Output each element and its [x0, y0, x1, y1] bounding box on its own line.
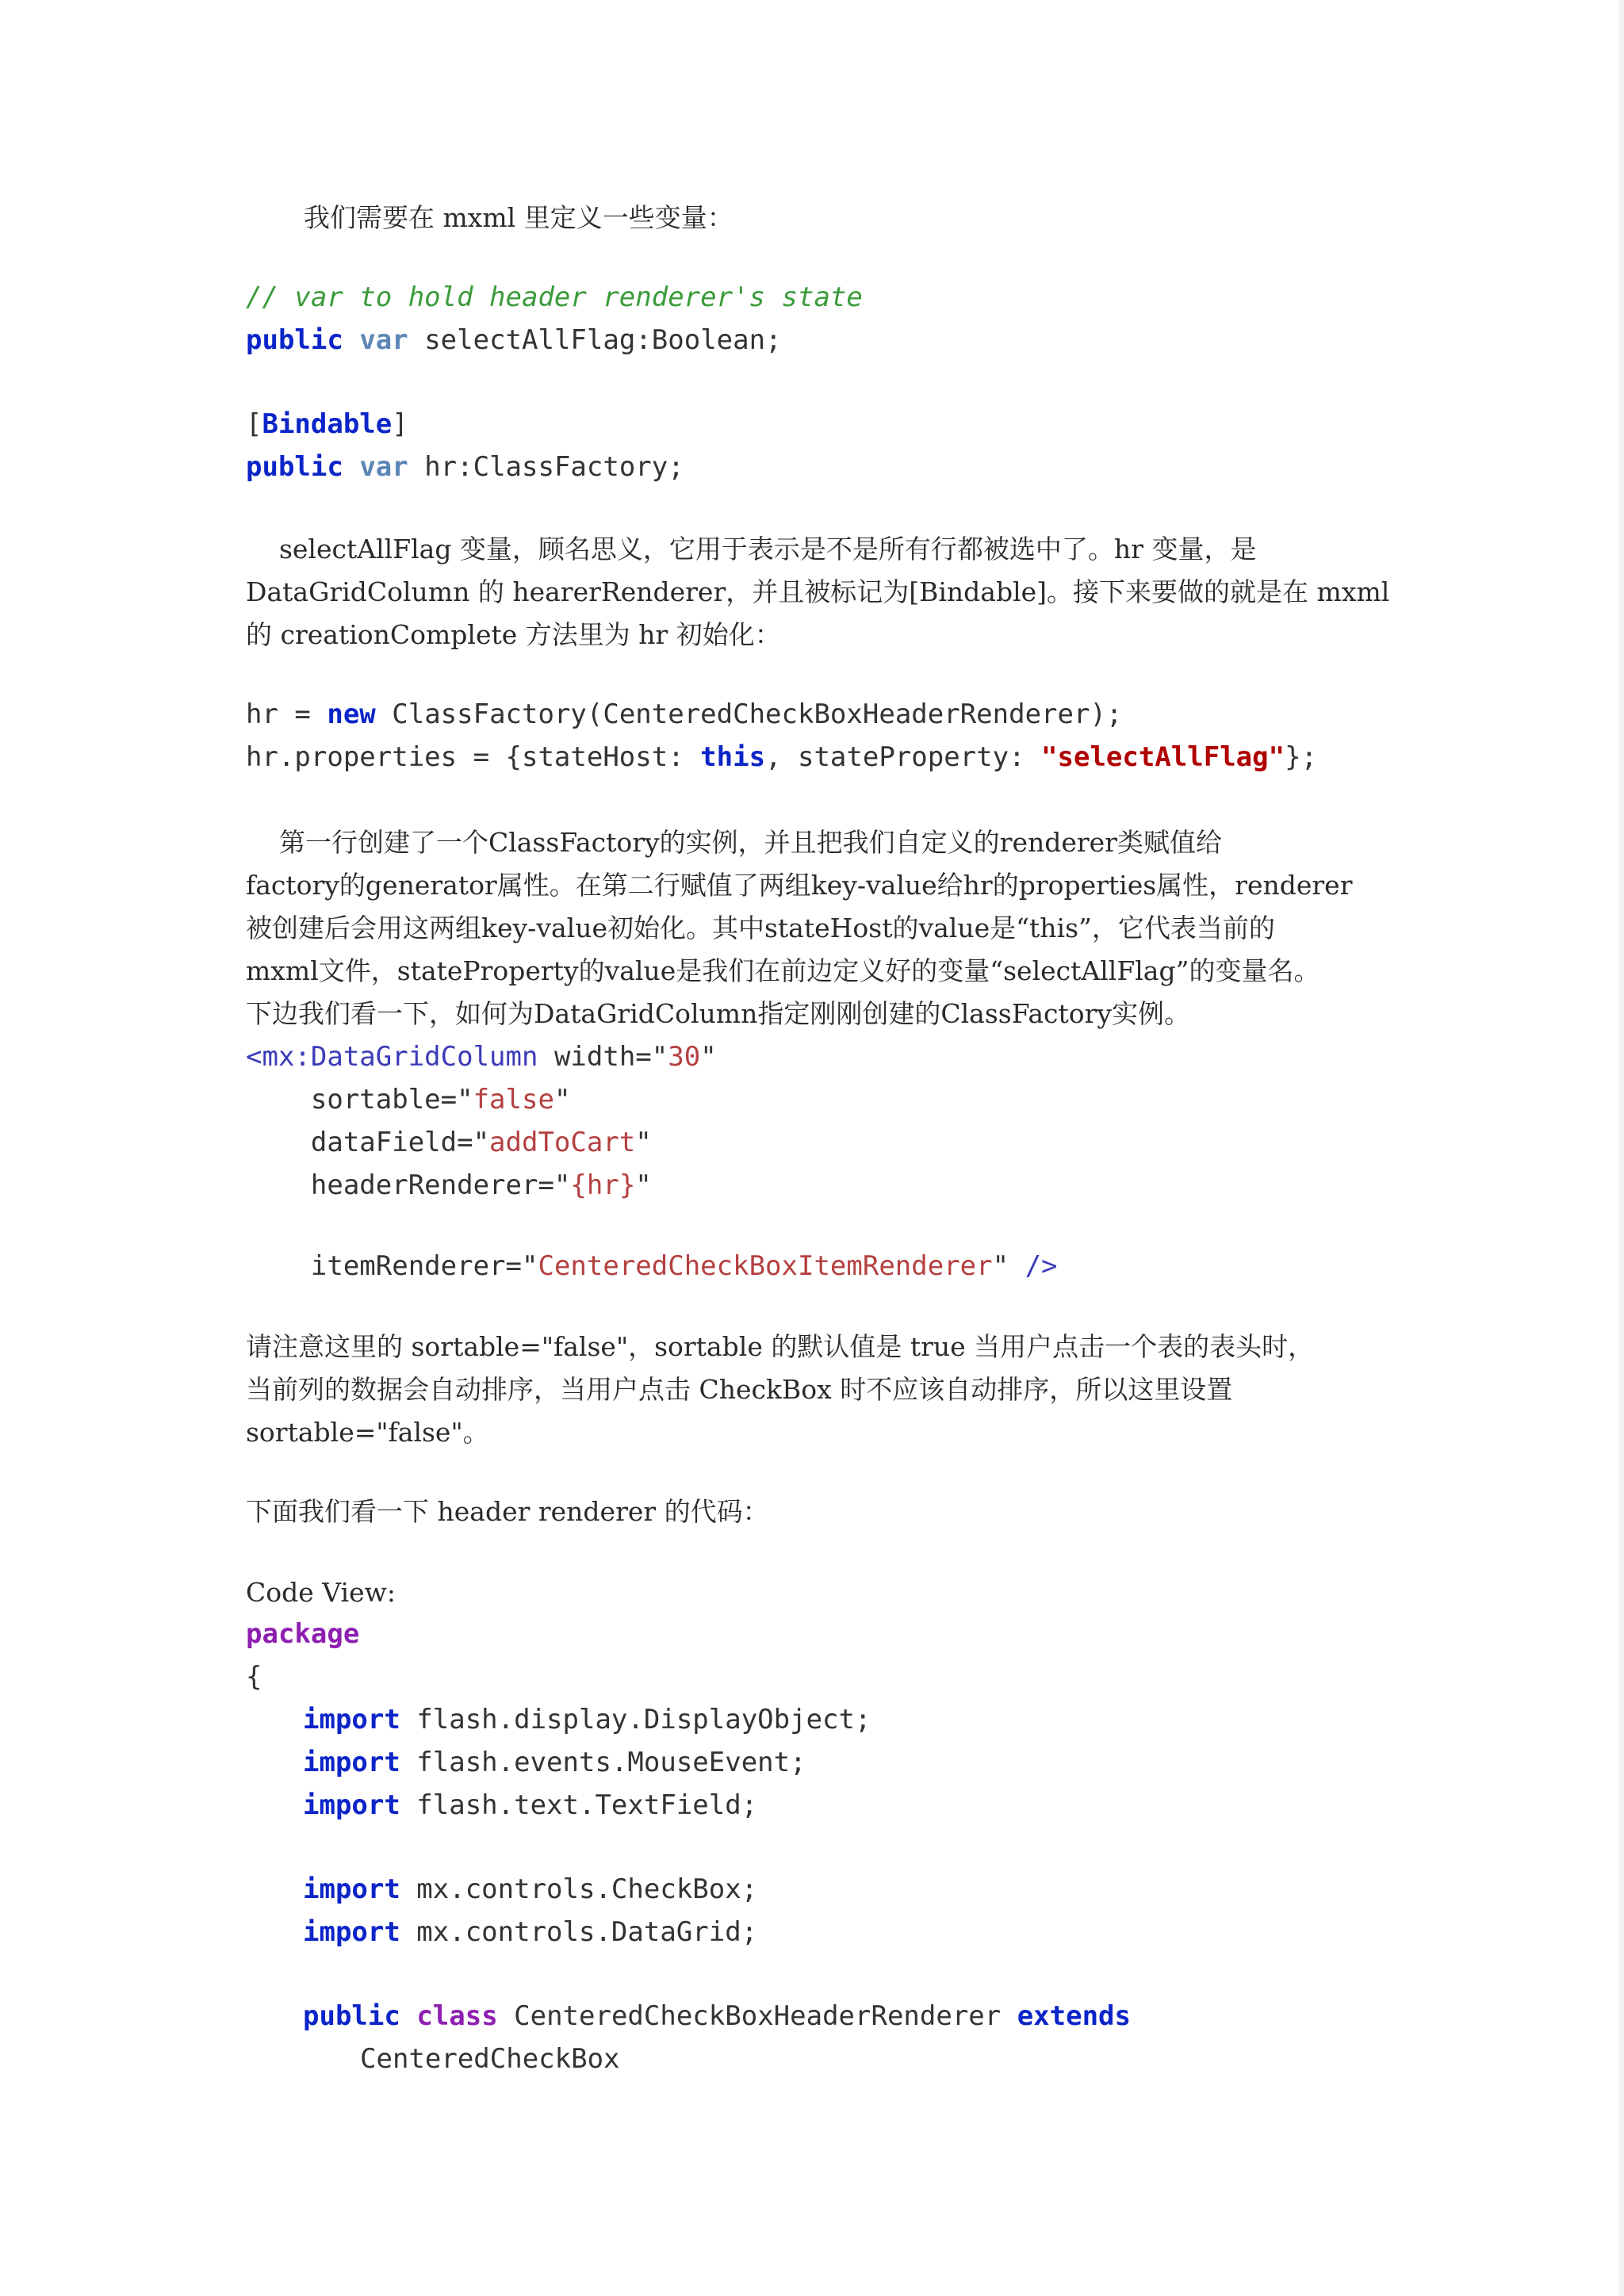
mxml-attr-datafield — [246, 1121, 652, 1164]
keyword-import: import — [303, 1916, 400, 1948]
comment-text: // var to hold header renderer's state — [246, 281, 863, 313]
para2-line: 下边我们看一下，如何为DataGridColumn指定刚刚创建的ClassFactory实例。 — [246, 998, 1191, 1029]
attr-value: addToCart — [489, 1127, 636, 1158]
keyword-new: new — [327, 698, 376, 730]
keyword-var: var — [359, 451, 408, 483]
para4-text: 下面我们看一下 header renderer 的代码： — [246, 1496, 769, 1527]
code-line-properties — [246, 736, 1317, 779]
keyword-import: import — [303, 1747, 400, 1778]
keyword-this: this — [700, 741, 766, 773]
keyword-public: public — [303, 2000, 400, 2032]
tag-name: <mx:DataGridColumn — [246, 1041, 538, 1073]
code-line-package — [246, 1613, 359, 1655]
quote: " — [635, 1169, 652, 1201]
code-line-import — [303, 1911, 757, 1954]
code-line-import — [303, 1698, 871, 1741]
bracket-open: [ — [246, 408, 262, 440]
attr-name: itemRenderer=" — [246, 1250, 538, 1282]
code-fragment: hr = — [246, 698, 327, 730]
attr-value: false — [473, 1084, 554, 1115]
para2-line: 被创建后会用这两组key-value初始化。其中stateHost的value是“this”，它代表当前的 — [246, 913, 1275, 943]
attr-name: headerRenderer=" — [246, 1169, 571, 1201]
code-fragment: ClassFactory(CenteredCheckBoxHeaderRenderer); — [375, 698, 1123, 730]
code-fragment: }; — [1285, 741, 1318, 773]
mxml-attr-headerrenderer — [246, 1164, 652, 1207]
code-line-import — [303, 1868, 757, 1911]
quote: " — [700, 1041, 717, 1073]
code-line-import — [303, 1741, 806, 1784]
para3-line: 请注意这里的 sortable="false"，sortable 的默认值是 true 当用户点击一个表的表头时， — [246, 1331, 1315, 1362]
quote: " — [635, 1127, 652, 1158]
code-line-import — [303, 1784, 757, 1827]
keyword-public: public — [246, 451, 343, 483]
page-edge — [1619, 0, 1624, 2296]
mxml-attr-sortable — [246, 1078, 570, 1121]
tag-close: /> — [1025, 1250, 1058, 1282]
code-line-hr — [246, 446, 684, 488]
attr-value: {hr} — [570, 1169, 636, 1201]
decl-rest: hr:ClassFactory; — [408, 451, 684, 483]
para2-line: mxml文件，stateProperty的value是我们在前边定义好的变量“selectAllFlag”的变量名。 — [246, 955, 1320, 986]
keyword-package: package — [246, 1618, 360, 1650]
keyword-public: public — [246, 324, 343, 356]
para2-line: 第一行创建了一个ClassFactory的实例，并且把我们自定义的renderer类赋值给 — [246, 827, 1222, 858]
para3-line: sortable="false"。 — [246, 1417, 489, 1448]
import-path: mx.controls.DataGrid; — [400, 1916, 758, 1948]
code-line-selectallflag — [246, 319, 782, 362]
code-fragment: , stateProperty: — [765, 741, 1042, 773]
import-path: flash.events.MouseEvent; — [400, 1747, 806, 1778]
para1-line: 的 creationComplete 方法里为 hr 初始化： — [246, 619, 781, 650]
keyword-import: import — [303, 1873, 400, 1905]
codeview-label: Code View: — [246, 1577, 396, 1608]
import-path: mx.controls.CheckBox; — [400, 1873, 758, 1905]
import-path: flash.display.DisplayObject; — [400, 1704, 871, 1735]
metadata-bindable: Bindable — [262, 408, 393, 440]
attr-name: sortable=" — [246, 1084, 473, 1115]
decl-rest: selectAllFlag:Boolean; — [408, 324, 782, 356]
attr-value: 30 — [668, 1041, 701, 1073]
mxml-attr-itemrenderer — [246, 1245, 1058, 1288]
para2-line: factory的generator属性。在第二行赋值了两组key-value给hr的properties属性，renderer — [246, 870, 1353, 901]
code-line-superclass: CenteredCheckBox — [360, 2043, 620, 2075]
quote: " — [553, 1084, 571, 1115]
class-name: CenteredCheckBoxHeaderRenderer — [497, 2000, 1017, 2032]
code-comment — [246, 276, 863, 319]
keyword-var: var — [359, 324, 408, 356]
bracket-close: ] — [392, 408, 408, 440]
para1-line: DataGridColumn 的 hearerRenderer，并且被标记为[Bindable]。接下来要做的就是在 mxml — [246, 576, 1390, 607]
quote: " — [992, 1250, 1025, 1282]
attr-name: dataField=" — [246, 1127, 490, 1158]
keyword-class: class — [416, 2000, 498, 2032]
attr-name: width=" — [538, 1041, 668, 1073]
keyword-import: import — [303, 1789, 400, 1821]
keyword-extends: extends — [1017, 2000, 1131, 2032]
import-path: flash.text.TextField; — [400, 1789, 758, 1821]
attr-value: CenteredCheckBoxItemRenderer — [538, 1250, 993, 1282]
string-literal: "selectAllFlag" — [1041, 741, 1285, 773]
mxml-tag-open — [246, 1035, 717, 1078]
code-line-bindable — [246, 403, 408, 446]
code-line-new-classfactory — [246, 693, 1122, 736]
para3-line: 当前列的数据会自动排序，当用户点击 CheckBox 时不应该自动排序，所以这里设置 — [246, 1374, 1233, 1405]
keyword-import: import — [303, 1704, 400, 1735]
code-line-brace: { — [246, 1661, 262, 1693]
code-fragment: hr.properties = {stateHost: — [246, 741, 701, 773]
intro-text: 我们需要在 mxml 里定义一些变量： — [304, 202, 733, 233]
para1-line: selectAllFlag 变量，顾名思义，它用于表示是不是所有行都被选中了。hr 变量，是 — [246, 534, 1257, 564]
code-line-class-decl — [303, 1995, 1131, 2038]
